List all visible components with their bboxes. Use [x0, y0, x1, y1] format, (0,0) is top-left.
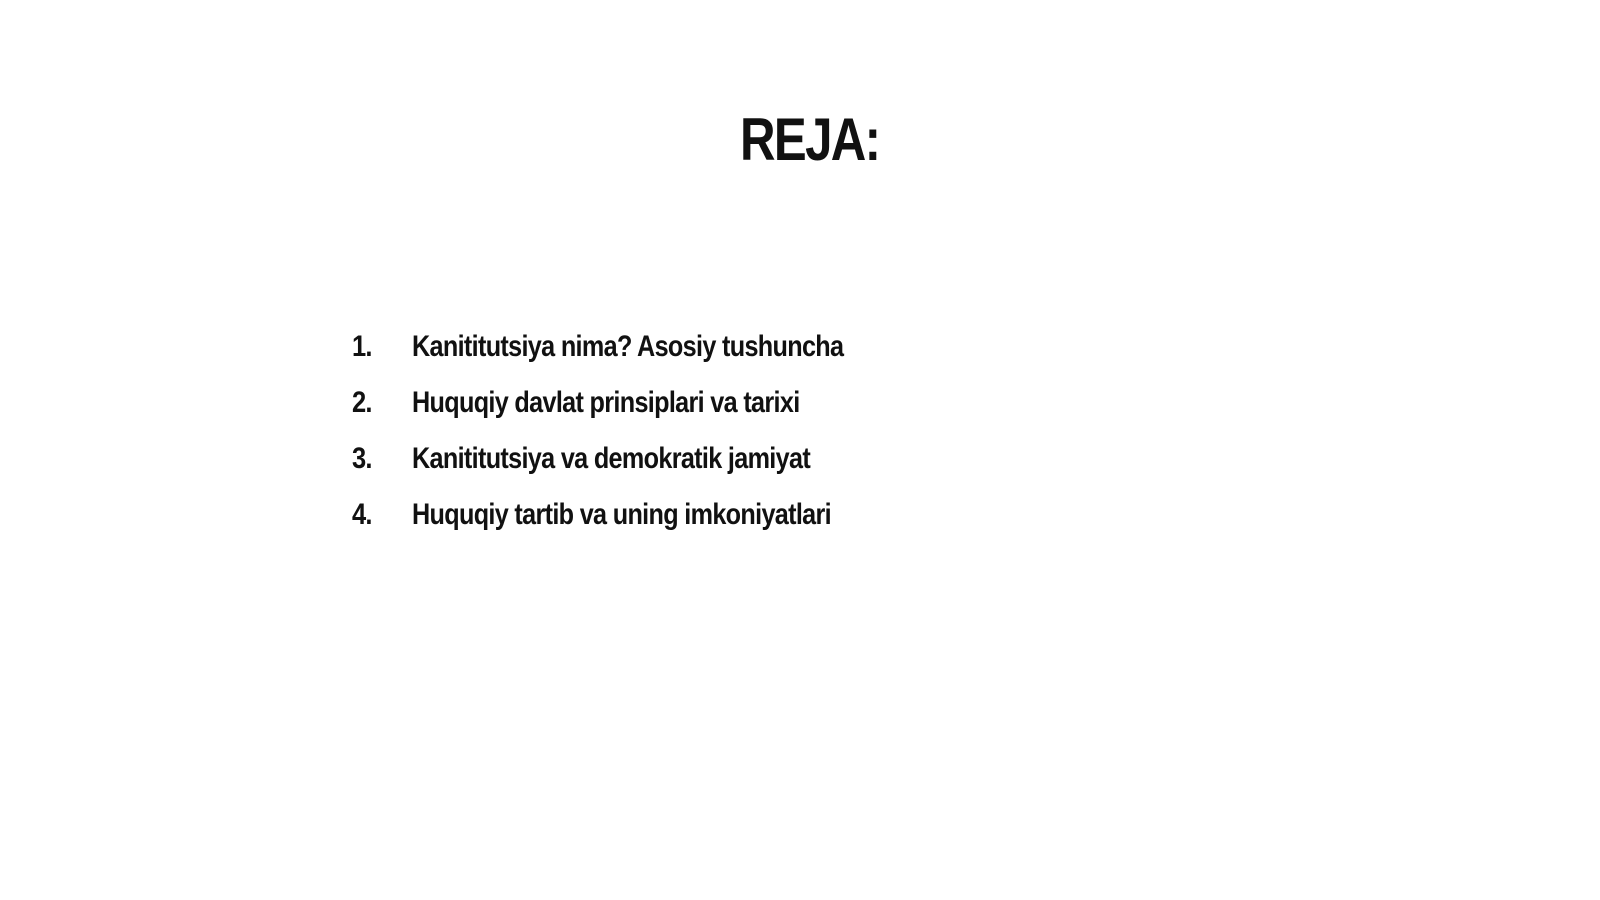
list-item-text: Huquqiy tartib va uning imkoniyatlari: [412, 498, 832, 531]
list-item-number: 1.: [352, 330, 372, 363]
list-item-number: 2.: [352, 386, 372, 419]
list-item: [352, 386, 926, 442]
list-item-number: 4.: [352, 498, 372, 531]
slide-title: REJA:: [740, 106, 880, 173]
list-item-text: Kanititutsiya nima? Asosiy tushuncha: [412, 330, 844, 363]
list-item-number: 3.: [352, 442, 372, 475]
list-item: [352, 442, 926, 498]
list-item: [352, 330, 926, 386]
list-item: [352, 498, 926, 554]
plan-list: [352, 330, 926, 554]
list-item-text: Kanititutsiya va demokratik jamiyat: [412, 442, 811, 475]
list-item-text: Huquqiy davlat prinsiplari va tarixi: [412, 386, 800, 419]
